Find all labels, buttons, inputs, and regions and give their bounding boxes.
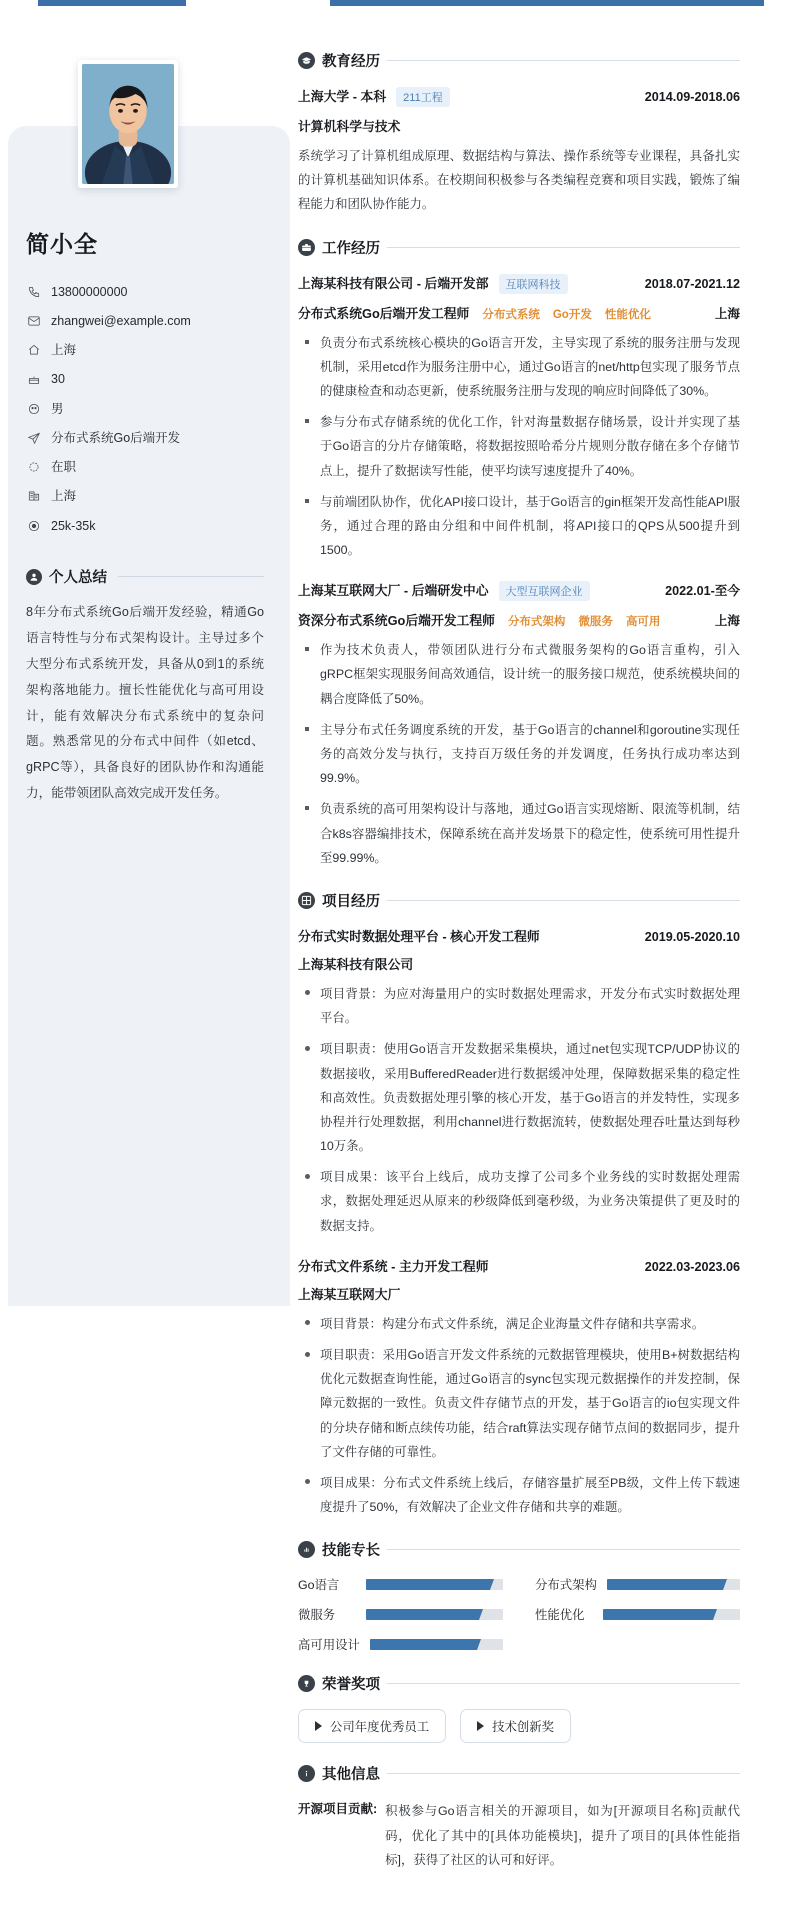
contact-item-work-city [26,482,264,511]
education-entry-row [298,86,740,107]
person-icon [26,569,42,585]
project-date: 2022.03-2023.06 [644,1259,740,1274]
divider [387,1773,740,1774]
bullet-item: 作为技术负责人，带领团队进行分布式微服务架构的Go语言重构，引入gRPC框架实现服务间高效通信，设计统一的服务接口规范，使系统模块间的耦合度降低了50%。 [298,638,740,711]
skill-track [366,1579,503,1590]
company-badge: 互联网科技 [499,274,568,294]
project-date: 2019.05-2020.10 [644,929,740,944]
contact-item-status [26,453,264,482]
skill-tag: 高可用 [625,616,661,629]
bullet-item: 参与分布式存储系统的优化工作，针对海量数据存储场景，设计并实现了基于Go语言的分片存储策略，将数据按照哈希分片规则分散存储在多个存储节点上，提升了数据读写性能，使平均读写速度提升了40%。 [298,410,740,483]
work-entry [298,273,740,563]
education-header [298,50,740,71]
contact-value: 25k-35k [51,518,96,533]
mail-icon [26,313,41,328]
skills-title: 技能专长 [322,1543,380,1560]
work-title: 工作经历 [322,240,380,257]
send-icon [26,430,41,445]
skill-row [535,1605,740,1623]
project-company: 上海某科技有限公司 [298,956,414,972]
grid-icon [298,892,315,909]
education-title: 教育经历 [322,54,380,70]
section-other [298,1763,740,1872]
briefcase-icon [298,239,315,256]
project-company: 上海某互联网大厂 [298,1286,401,1302]
bullet-item: 项目背景：为应对海量用户的实时数据处理需求，开发分布式实时数据处理平台。 [298,982,740,1030]
contact-item-city [26,336,264,365]
contact-item-salary [26,511,264,540]
contact-item-position [26,423,264,452]
work-entry-row [298,273,740,294]
contact-value: 上海 [51,489,77,504]
gender-icon [26,401,41,416]
skill-track [370,1639,503,1650]
contact-list [26,277,264,540]
skill-tag: 微服务 [578,616,613,629]
trophy-icon [298,1675,315,1692]
divider [387,1549,740,1550]
bullet-item: 负责分布式系统核心模块的Go语言开发，主导实现了系统的服务注册与发现机制，采用etcd作为服务注册中心，通过Go语言的net/http包实现了服务节点的健康检查和动态更新，使系统服务注册与发现的响应时间降低了30%。 [298,331,740,404]
contact-value: 男 [51,401,64,416]
building-icon [26,489,41,504]
work-role-row [298,303,740,322]
education-description: 系统学习了计算机组成原理、数据结构与算法、操作系统等专业课程，具备扎实的计算机基础知识体系。在校期间积极参与各类编程竞赛和项目实践，锻炼了编程能力和团队协作能力。 [298,149,740,212]
skill-fill [370,1639,474,1650]
divider [387,60,740,61]
divider [387,1683,740,1684]
work-entry-row [298,580,740,601]
skill-fill [366,1579,487,1590]
project-name: 分布式文件系统 - 主力开发工程师 [298,1258,489,1274]
contact-item-email [26,306,264,335]
skill-track [607,1579,740,1590]
home-icon [26,343,41,358]
skill-row [298,1575,503,1593]
skill-tag: Go开发 [552,308,592,321]
honors-title: 荣誉奖项 [322,1677,380,1694]
cake-icon [26,372,41,387]
phone-icon [26,284,41,299]
sidebar-content [0,126,290,807]
skill-row [298,1605,503,1623]
bullet-item: 项目成果：分布式文件系统上线后，存储容量扩展至PB级，文件上传下载速度提升了50%，有效解决了企业文件存储和共享的难题。 [298,1471,740,1519]
school-name: 上海大学 - 本科 [298,89,387,104]
bullet-item: 与前端团队协作，优化API接口设计，基于Go语言的gin框架开发高性能API服务，通过合理的路由分组和中间件机制，将API接口的QPS从500提升到1500。 [298,490,740,563]
skill-fill [366,1609,476,1620]
skill-track [366,1609,503,1620]
skill-fill [603,1609,710,1620]
company-name: 上海某互联网大厂 - 后端研发中心 [298,583,489,599]
school-badge: 211工程 [396,87,450,107]
summary-section-header [26,566,264,587]
projects-title: 项目经历 [322,893,380,910]
skill-fill [607,1579,720,1590]
contact-value: 30 [51,372,65,387]
skill-tag: 性能优化 [604,308,651,321]
company-badge: 大型互联网企业 [499,581,590,601]
skill-label: 分布式架构 [535,1578,597,1593]
work-location: 上海 [714,306,740,321]
job-title: 资深分布式系统Go后端开发工程师 [298,613,495,629]
summary-title: 个人总结 [49,570,107,587]
bullet-item: 项目背景：构建分布式文件系统，满足企业海量文件存储和共享需求。 [298,1312,740,1336]
bullet-item: 项目职责：采用Go语言开发文件系统的元数据管理模块，使用B+树数据结构优化元数据查询性能，通过Go语言的sync包实现元数据操作的并发控制，保障元数据的一致性。负责文件存储节点的开发，基于Go语言的io包实现文件的分块存储和断点续传功能，结合raft算法实现存储节点间的数据同步，提升了文件存储的可靠性。 [298,1343,740,1464]
contact-value: 在职 [51,460,77,474]
education-entry [298,86,740,217]
honor-list [298,1709,740,1743]
honors-header [298,1673,740,1694]
section-honors [298,1673,740,1743]
bullet-item: 项目职责：使用Go语言开发数据采集模块，通过net包实现TCP/UDP协议的数据接收，采用BufferedReader进行数据缓冲处理，保障数据采集的稳定性和高效性。负责数据处理引擎的核心开发，基于Go语言的并发特性，实现多协程并行处理数据，利用channel进行数据流转，使数据处理吞吐量达到每秒10万条。 [298,1037,740,1158]
contact-value: 上海 [51,343,77,357]
education-date: 2014.09-2018.06 [644,90,740,104]
contact-item-gender [26,394,264,423]
work-header [298,237,740,258]
skill-label: 高可用设计 [298,1638,360,1653]
bullet-item: 主导分布式任务调度系统的开发，基于Go语言的channel和goroutine实现任务的高效分发与执行，支持百万级任务的并发调度，任务执行成功率达到99.9%。 [298,718,740,791]
section-education [298,50,740,217]
project-bullets [298,982,740,1238]
honor-chip[interactable] [460,1709,571,1743]
skill-row [535,1575,740,1593]
skill-tag: 分布式系统 [482,308,540,321]
work-location: 上海 [714,614,740,629]
major: 计算机科学与技术 [298,119,401,134]
project-bullets [298,1312,740,1520]
project-entry [298,1256,740,1520]
section-work [298,237,740,870]
summary-text: 8年分布式系统Go后端开发经验，精通Go语言特性与分布式架构设计。主导过多个大型分布式系统开发，具备从0到1的系统架构落地能力。擅长性能优化与高可用设计，能有效解决分布式系统中的复杂问题。熟悉常见的分布式中间件（如etcd、gRPC等），具备良好的团队协作和沟通能力，能带领团队高效完成开发任务。 [26,605,264,800]
skill-label: 微服务 [298,1608,336,1623]
contact-value: zhangwei@example.com [51,313,191,328]
skill-grid [298,1575,740,1653]
work-date: 2022.01-至今 [665,584,740,599]
skill-label: Go语言 [298,1578,340,1593]
honor-label: 公司年度优秀员工 [330,1720,430,1735]
section-projects [298,890,740,1519]
contact-value: 分布式系统Go后端开发 [51,430,181,445]
skill-track [603,1609,740,1620]
work-entry [298,580,740,870]
main-content [290,8,794,1906]
skill-row [298,1635,503,1653]
person-name: 简小全 [26,231,98,257]
bullet-item: 项目成果：该平台上线后，成功支撑了公司多个业务线的实时数据处理需求，数据处理延迟从原来的秒级降低到毫秒级，为业务决策提供了更及时的数据支持。 [298,1165,740,1238]
status-icon [26,460,41,475]
work-bullets [298,331,740,563]
honor-chip[interactable] [298,1709,446,1743]
salary-icon [26,518,41,533]
skill-tag: 分布式架构 [507,616,566,629]
contact-item-age [26,365,264,394]
chart-icon [298,1541,315,1558]
other-text: 积极参与Go语言相关的开源项目，如为[开源项目名称]贡献代码，优化了其中的[具体功能模块]，提升了项目的[具体性能指标]，获得了社区的认可和好评。 [385,1804,740,1867]
work-role-row [298,610,740,629]
work-bullets [298,638,740,870]
project-name: 分布式实时数据处理平台 - 核心开发工程师 [298,928,540,944]
skill-label: 性能优化 [535,1608,585,1623]
projects-header [298,890,740,911]
contact-item-phone [26,277,264,306]
info-icon [298,1765,315,1782]
job-title: 分布式系统Go后端开发工程师 [298,305,470,321]
play-triangle-icon [477,1721,484,1731]
project-entry [298,926,740,1238]
divider [387,247,740,248]
work-date: 2018.07-2021.12 [644,276,740,291]
other-title: 其他信息 [322,1767,380,1784]
bullet-item: 负责系统的高可用架构设计与落地，通过Go语言实现熔断、限流等机制，结合k8s容器编排技术，保障系统在高并发场景下的稳定性，使系统可用性提升至99.99%。 [298,797,740,870]
other-label: 开源项目贡献: [298,1802,378,1817]
skills-header [298,1539,740,1560]
divider [387,900,740,901]
other-header [298,1763,740,1784]
project-entry-row [298,1256,740,1275]
other-info-row [298,1799,740,1872]
play-triangle-icon [315,1721,322,1731]
graduation-cap-icon [298,52,315,69]
section-skills [298,1539,740,1653]
project-entry-row [298,926,740,945]
divider [118,576,264,577]
honor-label: 技术创新奖 [492,1720,555,1735]
company-name: 上海某科技有限公司 - 后端开发部 [298,275,489,291]
contact-value: 13800000000 [51,284,128,299]
